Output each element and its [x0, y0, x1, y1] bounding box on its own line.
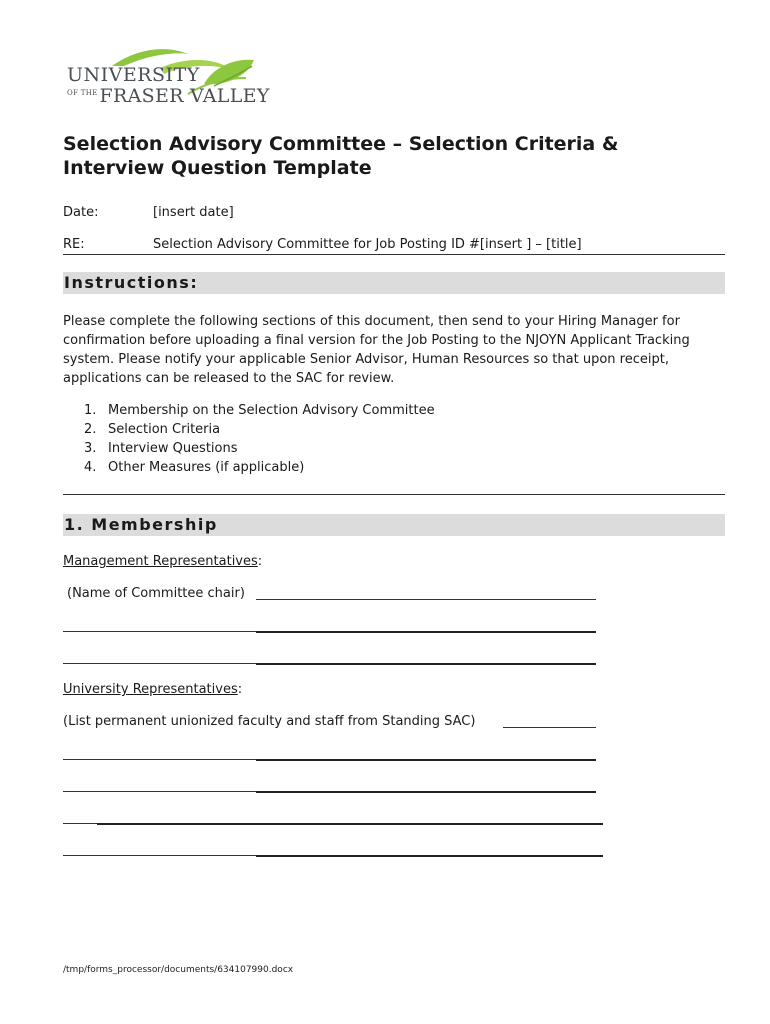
re-label: RE: — [63, 237, 85, 252]
university-rep-field-2[interactable] — [256, 791, 596, 793]
membership-heading: 1. Membership — [63, 514, 725, 536]
re-value[interactable]: Selection Advisory Committee for Job Posting ID #[insert ] – [title] — [153, 237, 582, 252]
instructions-heading: Instructions: — [63, 272, 725, 294]
section-divider — [63, 494, 725, 495]
logo-university-text: UNIVERSITY — [67, 64, 200, 86]
university-rep-field-2-left[interactable] — [63, 791, 256, 792]
management-rep-field-2-left[interactable] — [63, 663, 256, 664]
university-rep-field-1-left[interactable] — [63, 759, 256, 760]
instructions-list — [84, 401, 435, 477]
university-representatives-label: University Representatives: — [63, 682, 243, 697]
logo-of-the-text: OF THE — [67, 89, 98, 97]
faculty-staff-inline-field[interactable] — [503, 727, 596, 728]
re-underline — [63, 254, 725, 255]
faculty-staff-prompt: (List permanent unionized faculty and staff from Standing SAC) — [63, 714, 476, 729]
list-item: 1. Membership on the Selection Advisory Committee — [84, 403, 435, 418]
university-rep-field-4-left[interactable] — [63, 855, 256, 856]
management-rep-field-2[interactable] — [256, 663, 596, 665]
committee-chair-prompt: (Name of Committee chair) — [67, 586, 245, 601]
university-rep-field-3-left[interactable] — [63, 823, 97, 824]
management-rep-field-1[interactable] — [256, 631, 596, 633]
university-logo — [64, 44, 270, 112]
instructions-paragraph: Please complete the following sections of this document, then send to your Hiring Manager for confirmation before uploading a final version for the Job Posting to the NJOYN Applicant Tracking system. Please notify your applicable Senior Advisor, Human Resources so that upon receipt, applications can be released to the SAC for review. — [63, 314, 690, 386]
management-rep-field-1-left[interactable] — [63, 631, 256, 632]
list-item: 2. Selection Criteria — [84, 422, 221, 437]
university-rep-field-3[interactable] — [97, 823, 603, 825]
management-representatives-label: Management Representatives: — [63, 554, 263, 569]
logo-fraser-valley-text: FRASER VALLEY — [99, 85, 270, 107]
university-rep-field-4[interactable] — [256, 855, 603, 857]
list-item: 4. Other Measures (if applicable) — [84, 460, 305, 475]
date-label: Date: — [63, 205, 99, 220]
committee-chair-field[interactable] — [256, 599, 596, 600]
list-item: 3. Interview Questions — [84, 441, 238, 456]
date-value[interactable]: [insert date] — [153, 205, 234, 220]
document-title: Selection Advisory Committee – Selection Criteria & Interview Question Template — [63, 133, 619, 179]
file-path-footer: /tmp/forms_processor/documents/634107990.docx — [63, 965, 294, 975]
logo-fraser-valley — [67, 85, 270, 107]
university-rep-field-1[interactable] — [256, 759, 596, 761]
